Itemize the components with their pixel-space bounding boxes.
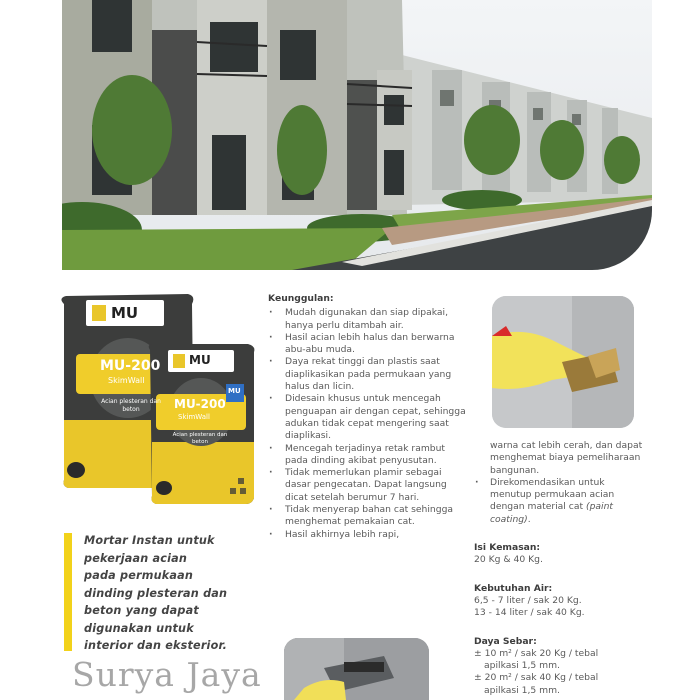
coverage-value-sub: apilkasi 1,5 mm.	[484, 684, 560, 696]
feature-item: · Daya rekat tinggi dan plastis saat diaplikasikan pada permukaan yang halus dan licin.	[268, 356, 468, 393]
feature-item: · Hasil akhirnya lebih rapi,	[268, 529, 468, 541]
tagline-line: Mortar Instan untuk	[84, 534, 215, 547]
bag-desc-small: Acian plesteran dan beton	[172, 432, 228, 445]
tagline-accent-bar	[64, 533, 72, 651]
product-bags-image	[58, 292, 258, 510]
coverage-value: ± 10 m² / sak 20 Kg / tebal	[474, 647, 599, 659]
coverage-value-sub: apilkasi 1,5 mm.	[484, 660, 560, 672]
features-list	[268, 307, 468, 541]
bag-name-small: MU-200	[174, 397, 226, 411]
packaging-label: Isi Kemasan:	[474, 542, 541, 554]
tagline-line: interior dan eksterior.	[84, 639, 228, 652]
trowel-photo	[284, 638, 429, 700]
water-label: Kebutuhan Air:	[474, 582, 553, 594]
water-value: 13 - 14 liter / sak 40 Kg.	[474, 607, 585, 619]
tagline-line: beton yang dapat	[84, 604, 199, 617]
coverage-label: Daya Sebar:	[474, 635, 537, 647]
bag-name-large: MU-200	[100, 358, 161, 374]
feature-continuation: warna cat lebih cerah, dan dapat menghemat biaya pemeliharaan bangunan.	[490, 440, 643, 476]
tagline-line: dinding plesteran dan	[84, 586, 228, 600]
coverage-value: ± 20 m² / sak 40 Kg / tebal	[474, 672, 599, 684]
feature-item: · Tidak memerlukan plamir sebagai dasar pengecatan. Dapat langsung dicat setelah berumur 7 hari.	[268, 467, 468, 504]
packaging-value: 20 Kg & 40 Kg.	[474, 554, 543, 566]
water-value: 6,5 - 7 liter / sak 20 Kg.	[474, 594, 582, 606]
tagline-line: digunakan untuk	[84, 621, 194, 635]
recommend-emphasis: (paint coating)	[490, 501, 614, 525]
feature-item: · Mudah digunakan dan siap dipakai, hanya perlu ditambah air.	[268, 307, 468, 332]
tagline	[84, 532, 259, 655]
recommend-list	[474, 477, 644, 526]
recommend-item	[474, 477, 644, 526]
bag-logo-large: MU	[111, 304, 139, 322]
bag-badge: MU	[228, 387, 241, 395]
recommend-text: Direkomendasikan untuk menutup permukaan acian dengan material cat	[490, 476, 615, 513]
coverage-spec	[474, 636, 644, 697]
recommend-end: .	[527, 513, 531, 525]
features-section	[268, 293, 468, 541]
feature-item: · Hasil acian lebih halus dan berwarna abu-abu muda.	[268, 332, 468, 357]
feature-item: · Didesain khusus untuk mencegah penguapan air dengan cepat, sehingga adukan tidak cepat mengering saat diaplikasi.	[268, 393, 468, 442]
bag-logo-small: MU	[189, 353, 211, 367]
features-heading: Keunggulan:	[268, 293, 334, 304]
feature-item: · Tidak menyerap bahan cat sehingga menghemat pemakaian cat.	[268, 504, 468, 529]
tagline-line: pekerjaan acian	[84, 551, 188, 565]
bag-desc-large: Acian plesteran dan beton	[101, 398, 161, 413]
application-photo	[492, 296, 634, 428]
water-spec	[474, 583, 644, 620]
feature-item: · Mencegah terjadinya retak rambut pada dinding akibat penyusutan.	[268, 443, 468, 468]
bag-sub-small: SkimWall	[178, 413, 210, 421]
bag-sub-large: SkimWall	[108, 376, 145, 385]
right-column	[474, 440, 644, 697]
tagline-line: pada permukaan	[84, 569, 194, 582]
hero-house-photo	[62, 0, 652, 270]
brand-name: Surya Jaya	[72, 655, 262, 694]
packaging-spec	[474, 542, 644, 567]
